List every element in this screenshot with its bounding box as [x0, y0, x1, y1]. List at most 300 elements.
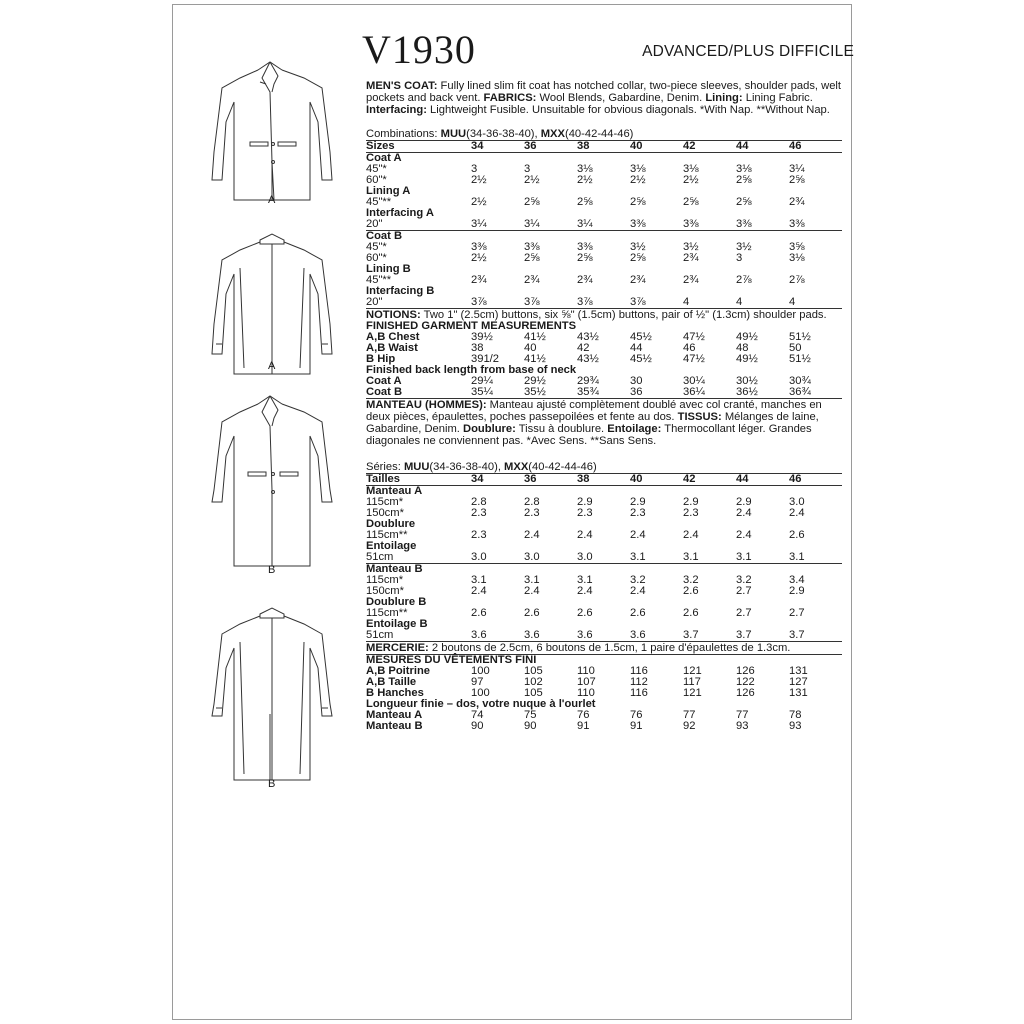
fabrics-heading: FABRICS: — [483, 92, 537, 104]
measurement-value: 102 — [524, 676, 543, 688]
yardage-value: 3 — [471, 163, 478, 175]
yardage-row — [366, 530, 842, 541]
lining-text: Lining Fabric. — [742, 92, 813, 104]
size-cell: 34 — [471, 474, 524, 486]
finished-row — [366, 666, 842, 677]
difficulty-label: ADVANCED/PLUS DIFFICILE — [642, 43, 854, 60]
yardage-value: 2.4 — [524, 529, 540, 541]
series-fr — [366, 461, 842, 473]
yardage-value: 2½ — [471, 196, 487, 208]
yardage-value: 2⅞ — [736, 274, 752, 286]
yardage-value: 3⅛ — [683, 163, 699, 175]
yardage-value: 3.7 — [683, 629, 699, 641]
measurement-value: 116 — [630, 665, 648, 677]
measurement-value: 40 — [524, 342, 537, 354]
yardage-value: 3.0 — [471, 551, 487, 563]
yardage-value: 3⅜ — [630, 218, 646, 230]
measurement-value: 112 — [630, 676, 648, 688]
yardage-value: 2.4 — [577, 585, 593, 597]
width-label: 45"** — [366, 274, 392, 286]
measurement-value: 110 — [577, 687, 595, 699]
description-heading: MEN'S COAT: — [366, 80, 438, 92]
measurement-value: 51½ — [789, 353, 811, 365]
yardage-value: 2.6 — [789, 529, 805, 541]
yardage-value: 3.1 — [736, 551, 752, 563]
measurement-value: 105 — [524, 687, 543, 699]
length-value: 93 — [736, 720, 749, 732]
yardage-value: 2½ — [630, 174, 646, 186]
length-value: 29½ — [524, 375, 546, 387]
length-value: 29¾ — [577, 375, 599, 387]
measurement-value: 43½ — [577, 353, 599, 365]
finished-measurements-en — [366, 321, 842, 398]
description-text: Manteau ajusté complètement doublé avec col cranté, manches en deux pièces, épaulettes, poches passepoilées et fente au dos. — [366, 399, 822, 423]
yardage-value: 4 — [736, 296, 743, 308]
measurement-value: 131 — [789, 687, 808, 699]
yardage-value: 2½ — [471, 252, 487, 264]
group-heading-row — [366, 208, 842, 219]
yardage-value: 3.2 — [736, 574, 752, 586]
yardage-value: 3.6 — [577, 629, 593, 641]
length-value: 90 — [524, 720, 537, 732]
size-cell: 44 — [736, 474, 789, 486]
width-label: 20" — [366, 218, 383, 230]
yardage-value: 2.7 — [736, 585, 752, 597]
group-heading: Doublure B — [366, 596, 427, 608]
back-length-heading: Longueur finie – dos, votre nuque à l'ourlet — [366, 698, 596, 710]
length-value: 30 — [630, 375, 643, 387]
back-length-heading-row — [366, 699, 842, 710]
combo-code: MXX — [504, 461, 529, 473]
measurement-value: 50 — [789, 342, 802, 354]
group-heading: Manteau B — [366, 564, 842, 576]
mercerie-heading: MERCERIE: — [366, 642, 429, 654]
length-value: 77 — [683, 709, 696, 721]
length-value: 91 — [630, 720, 643, 732]
yardage-value: 2½ — [471, 174, 487, 186]
description-fr — [366, 398, 842, 447]
mercerie-fr — [366, 641, 842, 655]
back-length-heading-row — [366, 365, 842, 376]
garment-label: Manteau A — [366, 709, 423, 721]
yardage-value: 3½ — [630, 241, 646, 253]
combinations-label: Combinations: — [366, 128, 441, 140]
yardage-value: 3.6 — [630, 629, 646, 641]
yardage-row — [366, 630, 842, 641]
garment-label: Coat B — [366, 386, 403, 398]
yardage-value: 3.0 — [577, 551, 593, 563]
size-cell: 46 — [789, 141, 842, 153]
yardage-value: 2.3 — [630, 507, 646, 519]
group-heading: Interfacing B — [366, 285, 435, 297]
pattern-number: V1930 — [362, 27, 476, 72]
measurement-value: 43½ — [577, 331, 599, 343]
lining-heading: Lining: — [705, 92, 743, 104]
notions-heading: NOTIONS: — [366, 309, 421, 321]
yardage-value: 2⅝ — [577, 196, 593, 208]
garment-label: Manteau B — [366, 720, 423, 732]
yardage-value: 2⅝ — [683, 196, 699, 208]
yardage-value: 2⅝ — [630, 196, 646, 208]
yardage-value: 2¾ — [524, 274, 540, 286]
yardage-value: 3⅜ — [471, 241, 487, 253]
combo-code: MXX — [540, 128, 565, 140]
yardage-value: 3.6 — [524, 629, 540, 641]
measurement-value: 122 — [736, 676, 755, 688]
combo-sizes: (40-42-44-46) — [528, 461, 597, 473]
measurement-value: 46 — [683, 342, 696, 354]
yardage-value: 3½ — [736, 241, 752, 253]
group-heading: Lining B — [366, 263, 411, 275]
measurement-value: 49½ — [736, 353, 758, 365]
group-heading-row — [366, 619, 842, 630]
measurement-value: 42 — [577, 342, 590, 354]
measurement-value: 391/2 — [471, 353, 499, 365]
yardage-value: 3.1 — [577, 574, 593, 586]
group-heading: Manteau A — [366, 485, 423, 497]
yardage-value: 2.4 — [630, 585, 646, 597]
yardage-value: 2.4 — [577, 529, 593, 541]
length-value: 76 — [630, 709, 643, 721]
length-value: 78 — [789, 709, 802, 721]
yardage-value: 2.3 — [683, 507, 699, 519]
yardage-value: 2.4 — [630, 529, 646, 541]
yardage-value: 3⅛ — [630, 163, 646, 175]
yardage-value: 2¾ — [683, 274, 699, 286]
coat-b-back-drawing — [200, 604, 350, 784]
measurement-value: 48 — [736, 342, 749, 354]
size-cell: 42 — [683, 474, 736, 486]
yardage-value: 2⅝ — [736, 174, 752, 186]
yardage-value: 2⅝ — [736, 196, 752, 208]
measurement-value: 51½ — [789, 331, 811, 343]
yardage-value: 2.4 — [683, 529, 699, 541]
finished-row — [366, 332, 842, 343]
group-heading-row — [366, 519, 842, 530]
size-cell: 42 — [683, 141, 736, 153]
yardage-value: 2.4 — [524, 585, 540, 597]
measurement-value: 117 — [683, 676, 701, 688]
yardage-value: 2.6 — [683, 585, 699, 597]
yardage-value: 2⅞ — [789, 274, 805, 286]
length-value: 77 — [736, 709, 749, 721]
yardage-value: 2½ — [577, 174, 593, 186]
yardage-table-en — [366, 140, 842, 308]
width-label: 45"** — [366, 196, 392, 208]
size-cell: 40 — [630, 474, 683, 486]
finished-row — [366, 677, 842, 688]
yardage-value: 2.9 — [577, 496, 593, 508]
yardage-value: 2.8 — [471, 496, 487, 508]
group-heading-row — [366, 541, 842, 552]
yardage-row — [366, 297, 842, 308]
yardage-value: 3.4 — [789, 574, 805, 586]
yardage-value: 3⅜ — [683, 218, 699, 230]
measurement-value: 100 — [471, 687, 490, 699]
yardage-value: 3.0 — [524, 551, 540, 563]
yardage-value: 4 — [683, 296, 690, 308]
measurement-label: A,B Poitrine — [366, 665, 431, 677]
measurement-value: 131 — [789, 665, 808, 677]
pattern-info — [362, 27, 854, 732]
yardage-value: 2¾ — [471, 274, 487, 286]
size-cell: 44 — [736, 141, 789, 153]
finished-row — [366, 343, 842, 354]
yardage-row — [366, 253, 842, 264]
group-heading-row — [366, 264, 842, 275]
yardage-value: 3⅞ — [471, 296, 487, 308]
combinations-en — [366, 128, 842, 140]
series-label: Séries: — [366, 461, 404, 473]
yardage-value: 3⅛ — [789, 252, 805, 264]
finished-measurements-fr — [366, 655, 842, 732]
group-heading: Coat B — [366, 231, 842, 243]
yardage-value: 3¼ — [471, 218, 487, 230]
yardage-value: 2.7 — [789, 607, 805, 619]
yardage-value: 2¾ — [630, 274, 646, 286]
yardage-value: 2.4 — [736, 507, 752, 519]
description-en — [366, 80, 842, 116]
interfacing-heading: Interfacing: — [366, 104, 427, 116]
width-label: 45"* — [366, 241, 387, 253]
doublure-text: Tissu à doublure. — [515, 423, 608, 435]
yardage-value: 2⅝ — [577, 252, 593, 264]
yardage-value: 2.4 — [789, 507, 805, 519]
yardage-value: 3.7 — [736, 629, 752, 641]
group-heading: Lining A — [366, 185, 411, 197]
length-value: 74 — [471, 709, 484, 721]
measurement-value: 41½ — [524, 331, 546, 343]
yardage-value: 3.1 — [683, 551, 699, 563]
yardage-row — [366, 497, 842, 508]
width-label: 150cm* — [366, 585, 404, 597]
size-cell: 38 — [577, 141, 630, 153]
yardage-value: 3¼ — [524, 218, 540, 230]
yardage-value: 2.3 — [524, 507, 540, 519]
length-value: 29¼ — [471, 375, 493, 387]
description-heading: MANTEAU (HOMMES): — [366, 399, 487, 411]
yardage-value: 2.6 — [471, 607, 487, 619]
yardage-value: 2½ — [683, 174, 699, 186]
length-value: 35¾ — [577, 386, 599, 398]
yardage-value: 2.4 — [471, 585, 487, 597]
length-value: 30¼ — [683, 375, 705, 387]
technical-drawings — [200, 40, 350, 810]
yardage-value: 3¼ — [577, 218, 593, 230]
yardage-value: 3.2 — [683, 574, 699, 586]
yardage-value: 3.2 — [630, 574, 646, 586]
measurement-value: 121 — [683, 665, 702, 677]
combo-code: MUU — [440, 128, 467, 140]
measurement-value: 116 — [630, 687, 648, 699]
measurement-value: 100 — [471, 665, 490, 677]
yardage-row — [366, 175, 842, 186]
group-heading: Entoilage — [366, 540, 417, 552]
yardage-value: 2⅝ — [789, 174, 805, 186]
yardage-value: 2.9 — [630, 496, 646, 508]
yardage-value: 3⅞ — [577, 296, 593, 308]
measurement-value: 41½ — [524, 353, 546, 365]
yardage-value: 3⅜ — [524, 241, 540, 253]
yardage-value: 2.3 — [471, 529, 487, 541]
doublure-heading: Doublure: — [463, 423, 516, 435]
length-value: 36 — [630, 386, 643, 398]
tissus-heading: TISSUS: — [677, 411, 722, 423]
yardage-value: 2.6 — [524, 607, 540, 619]
width-label: 20" — [366, 296, 383, 308]
yardage-value: 3⅞ — [524, 296, 540, 308]
yardage-row — [366, 552, 842, 564]
yardage-value: 2.6 — [683, 607, 699, 619]
measurement-value: 107 — [577, 676, 596, 688]
yardage-value: 3.6 — [471, 629, 487, 641]
length-value: 92 — [683, 720, 696, 732]
finished-heading-row — [366, 655, 842, 666]
length-value: 76 — [577, 709, 590, 721]
yardage-value: 2.9 — [736, 496, 752, 508]
yardage-value: 2.6 — [577, 607, 593, 619]
yardage-value: 3.1 — [789, 551, 805, 563]
measurement-value: 45½ — [630, 353, 652, 365]
yardage-value: 2.4 — [736, 529, 752, 541]
measurement-value: 127 — [789, 676, 808, 688]
back-length-row — [366, 376, 842, 387]
yardage-value: 3.1 — [630, 551, 646, 563]
yardage-value: 2¾ — [789, 196, 805, 208]
length-value: 91 — [577, 720, 590, 732]
figure-label: B — [268, 564, 276, 576]
yardage-value: 2½ — [524, 174, 540, 186]
size-cell: 34 — [471, 141, 524, 153]
width-label: 115cm* — [366, 496, 404, 508]
yardage-value: 2.6 — [630, 607, 646, 619]
sizes-label: Tailles — [366, 474, 471, 486]
entoilage-text: Thermocollant léger. Grandes diagonales ne conviennent pas. *Avec Sens. **Sans Sens. — [366, 423, 812, 447]
yardage-value: 2¾ — [577, 274, 593, 286]
width-label: 60"* — [366, 252, 387, 264]
yardage-value: 3⅛ — [577, 163, 593, 175]
header — [362, 27, 854, 74]
sizes-label: Sizes — [366, 141, 471, 153]
size-cell: 46 — [789, 474, 842, 486]
yardage-row — [366, 508, 842, 519]
length-value: 93 — [789, 720, 802, 732]
measurement-label: A,B Waist — [366, 342, 418, 354]
tissus-text: Mélanges de laine, Gabardine, Denim. — [366, 411, 819, 435]
yardage-value: 3⅜ — [577, 241, 593, 253]
width-label: 115cm** — [366, 529, 408, 541]
size-cell: 38 — [577, 474, 630, 486]
yardage-value: 2.9 — [789, 585, 805, 597]
group-heading-row — [366, 564, 842, 576]
size-header-row — [366, 141, 842, 153]
combo-sizes: (34-36-38-40), — [466, 128, 541, 140]
back-length-row — [366, 721, 842, 732]
length-value: 35½ — [524, 386, 546, 398]
measurement-value: 126 — [736, 687, 755, 699]
size-cell: 40 — [630, 141, 683, 153]
width-label: 45"* — [366, 163, 387, 175]
measurement-value: 44 — [630, 342, 643, 354]
length-value: 75 — [524, 709, 537, 721]
finished-heading: FINISHED GARMENT MEASUREMENTS — [366, 320, 577, 332]
yardage-value: 3.7 — [789, 629, 805, 641]
group-heading-row — [366, 486, 842, 498]
yardage-value: 3⅜ — [789, 218, 805, 230]
measurement-value: 38 — [471, 342, 484, 354]
group-heading-row — [366, 153, 842, 165]
measurement-value: 45½ — [630, 331, 652, 343]
back-length-row — [366, 710, 842, 721]
group-heading-row — [366, 286, 842, 297]
coat-a-back-drawing — [200, 228, 350, 378]
group-heading-row — [366, 597, 842, 608]
finished-heading-row — [366, 321, 842, 332]
yardage-value: 2.8 — [524, 496, 540, 508]
length-value: 36¼ — [683, 386, 705, 398]
fabrics-text: Wool Blends, Gabardine, Denim. — [536, 92, 706, 104]
measurement-value: 110 — [577, 665, 595, 677]
width-label: 51cm — [366, 551, 394, 563]
width-label: 115cm** — [366, 607, 408, 619]
measurement-value: 49½ — [736, 331, 758, 343]
group-heading-row — [366, 186, 842, 197]
yardage-row — [366, 242, 842, 253]
yardage-value: 2.9 — [683, 496, 699, 508]
measurement-label: B Hip — [366, 353, 396, 365]
yardage-value: 2⅝ — [524, 196, 540, 208]
description-text: Fully lined slim fit coat has notched collar, two-piece sleeves, shoulder pads, welt pockets and back vent. — [366, 80, 842, 104]
yardage-value: 3.0 — [789, 496, 805, 508]
yardage-value: 3.1 — [524, 574, 540, 586]
group-heading: Interfacing A — [366, 207, 434, 219]
measurement-value: 105 — [524, 665, 543, 677]
figure-label: A — [268, 360, 276, 372]
length-value: 36½ — [736, 386, 758, 398]
yardage-value: 2⅝ — [524, 252, 540, 264]
group-heading: Entoilage B — [366, 618, 428, 630]
yardage-value: 3.1 — [471, 574, 487, 586]
length-value: 30½ — [736, 375, 758, 387]
measurement-value: 47½ — [683, 353, 705, 365]
yardage-value: 3 — [736, 252, 743, 264]
yardage-value: 3 — [524, 163, 531, 175]
measurement-value: 126 — [736, 665, 755, 677]
combo-sizes: (34-36-38-40), — [429, 461, 505, 473]
width-label: 60"* — [366, 174, 387, 186]
width-label: 150cm* — [366, 507, 404, 519]
width-label: 115cm* — [366, 574, 404, 586]
yardage-value: 2.3 — [577, 507, 593, 519]
yardage-row — [366, 608, 842, 619]
yardage-row — [366, 575, 842, 586]
length-value: 30¾ — [789, 375, 811, 387]
mercerie-text: 2 boutons de 2.5cm, 6 boutons de 1.5cm, 1 paire d'épaulettes de 1.3cm. — [428, 642, 791, 654]
measurement-value: 39½ — [471, 331, 493, 343]
length-value: 36¾ — [789, 386, 811, 398]
yardage-value: 2.3 — [471, 507, 487, 519]
combo-sizes: (40-42-44-46) — [564, 128, 634, 140]
size-header-row — [366, 474, 842, 486]
measurement-value: 121 — [683, 687, 702, 699]
measurement-label: A,B Taille — [366, 676, 417, 688]
interfacing-text: Lightweight Fusible. Unsuitable for obvious diagonals. *With Nap. **Without Nap. — [426, 104, 830, 116]
entoilage-heading: Entoilage: — [607, 423, 662, 435]
yardage-value: 2⅝ — [630, 252, 646, 264]
yardage-value: 3¼ — [789, 163, 805, 175]
yardage-value: 3⅞ — [630, 296, 646, 308]
size-cell: 36 — [524, 141, 577, 153]
